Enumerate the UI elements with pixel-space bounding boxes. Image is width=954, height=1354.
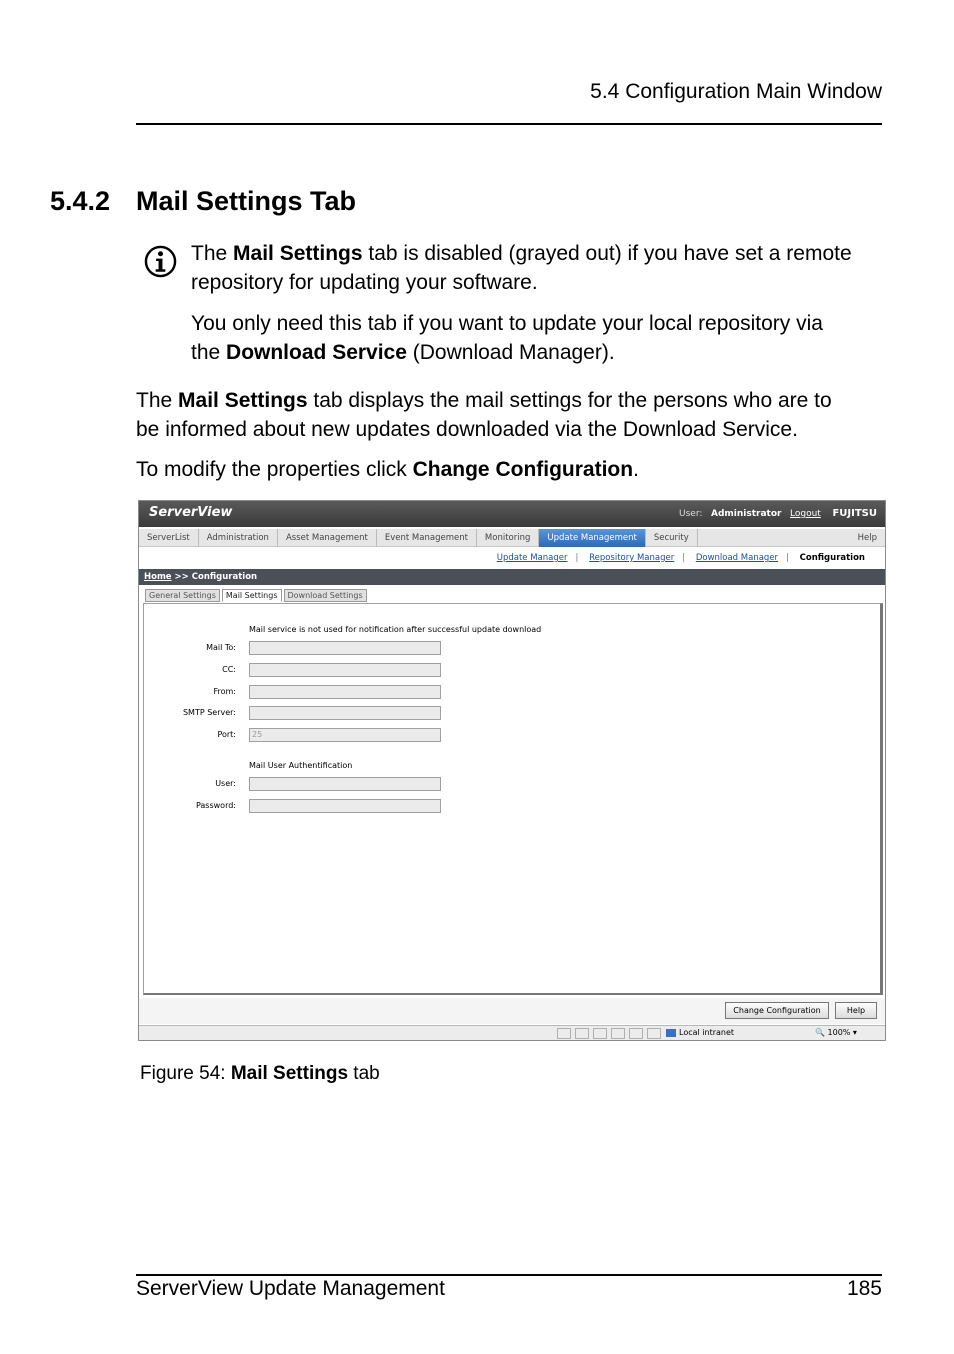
cc-row (144, 663, 444, 677)
status-cell (557, 1028, 571, 1039)
footer-rule (136, 1274, 882, 1276)
update-manager-link[interactable]: Update Manager (496, 553, 568, 563)
password-label: Password: (195, 801, 236, 810)
from-field[interactable] (249, 685, 441, 699)
running-header: 5.4 Configuration Main Window (590, 80, 882, 103)
breadcrumb-home-link[interactable]: Home (144, 572, 172, 582)
user-field-label: User: (215, 779, 236, 788)
smtp-server-field[interactable] (249, 706, 441, 720)
help-button[interactable]: Help (835, 1002, 877, 1019)
user-row (144, 777, 444, 791)
smtp-server-row (144, 706, 444, 720)
status-cell (629, 1028, 643, 1039)
sub-navigation: Update Manager | Repository Manager | Download Manager | Configuration (496, 553, 865, 563)
mail-settings-screenshot (138, 500, 886, 1041)
zoom-level[interactable]: 🔍 100% ▾ (815, 1028, 857, 1037)
tab-asset-management[interactable]: Asset Management (278, 529, 377, 547)
password-field[interactable] (249, 799, 441, 813)
status-cell (647, 1028, 661, 1039)
breadcrumb-current: >> Configuration (171, 572, 258, 582)
intranet-icon (666, 1029, 676, 1037)
port-label: Port: (217, 730, 236, 739)
cc-field[interactable] (249, 663, 441, 677)
zoom-value: 100% (827, 1028, 851, 1037)
note-paragraph-2: You only need this tab if you want to update your local repository via the Download Service (Download Manager). (191, 312, 823, 364)
password-row (144, 799, 444, 813)
tab-mail-settings[interactable]: Mail Settings (222, 589, 282, 602)
fujitsu-logo: FUJITSU (832, 508, 877, 519)
section-number: 5.4.2 (50, 186, 111, 216)
browser-status-bar (139, 1025, 885, 1040)
repository-manager-link[interactable]: Repository Manager (589, 553, 675, 563)
section-title: Mail Settings Tab (136, 186, 357, 216)
tab-monitoring[interactable]: Monitoring (477, 529, 539, 547)
configuration-link[interactable]: Configuration (799, 553, 865, 563)
change-configuration-button[interactable]: Change Configuration (725, 1002, 829, 1019)
main-nav (139, 529, 885, 547)
port-field[interactable]: 25 (249, 728, 441, 742)
page-number: 185 (846, 1277, 882, 1300)
tab-event-management[interactable]: Event Management (377, 529, 477, 547)
tab-security[interactable]: Security (646, 529, 698, 547)
panel-tabs (145, 589, 369, 602)
status-cell (593, 1028, 607, 1039)
tab-update-management[interactable]: Update Management (539, 529, 645, 547)
user-field[interactable] (249, 777, 441, 791)
note-paragraph-1: The Mail Settings tab is disabled (grayed out) if you have set a remote repository for updating your software. (191, 242, 852, 294)
tab-serverlist[interactable]: ServerList (139, 529, 199, 547)
download-manager-link[interactable]: Download Manager (695, 553, 779, 563)
app-title-bar (139, 501, 885, 527)
port-row (144, 728, 444, 742)
mail-to-label: Mail To: (206, 643, 236, 652)
status-cell (575, 1028, 589, 1039)
info-icon (144, 245, 177, 278)
body-paragraph-1: The Mail Settings tab displays the mail settings for the persons who are to be informed about new updates downloaded via the Download Service. (136, 389, 832, 441)
button-bar (139, 998, 885, 1024)
status-cell (611, 1028, 625, 1039)
user-name: Administrator (711, 509, 782, 519)
mail-to-field[interactable] (249, 641, 441, 655)
from-label: From: (213, 687, 236, 696)
figure-caption: Figure 54: Mail Settings tab (140, 1063, 380, 1084)
mail-settings-panel (143, 603, 883, 995)
smtp-server-label: SMTP Server: (182, 708, 236, 717)
breadcrumb (139, 569, 885, 585)
tab-administration[interactable]: Administration (199, 529, 278, 547)
tab-general-settings[interactable]: General Settings (145, 589, 220, 602)
header-rule (136, 123, 882, 125)
body-paragraph-2: To modify the properties click Change Configuration. (136, 458, 639, 481)
mail-to-row (144, 641, 444, 655)
footer-title: ServerView Update Management (136, 1277, 445, 1300)
security-zone-label: Local intranet (679, 1028, 735, 1037)
logout-link[interactable]: Logout (790, 509, 821, 519)
security-zone (666, 1028, 734, 1037)
tab-download-settings[interactable]: Download Settings (284, 589, 367, 602)
tab-help[interactable]: Help (857, 533, 877, 543)
auth-heading: Mail User Authentification (249, 761, 353, 770)
cc-label: CC: (222, 665, 236, 674)
from-row (144, 685, 444, 699)
mail-service-note: Mail service is not used for notification after successful update download (249, 625, 542, 634)
serverview-logo: ServerView (149, 505, 233, 520)
user-label: User: (679, 509, 703, 519)
